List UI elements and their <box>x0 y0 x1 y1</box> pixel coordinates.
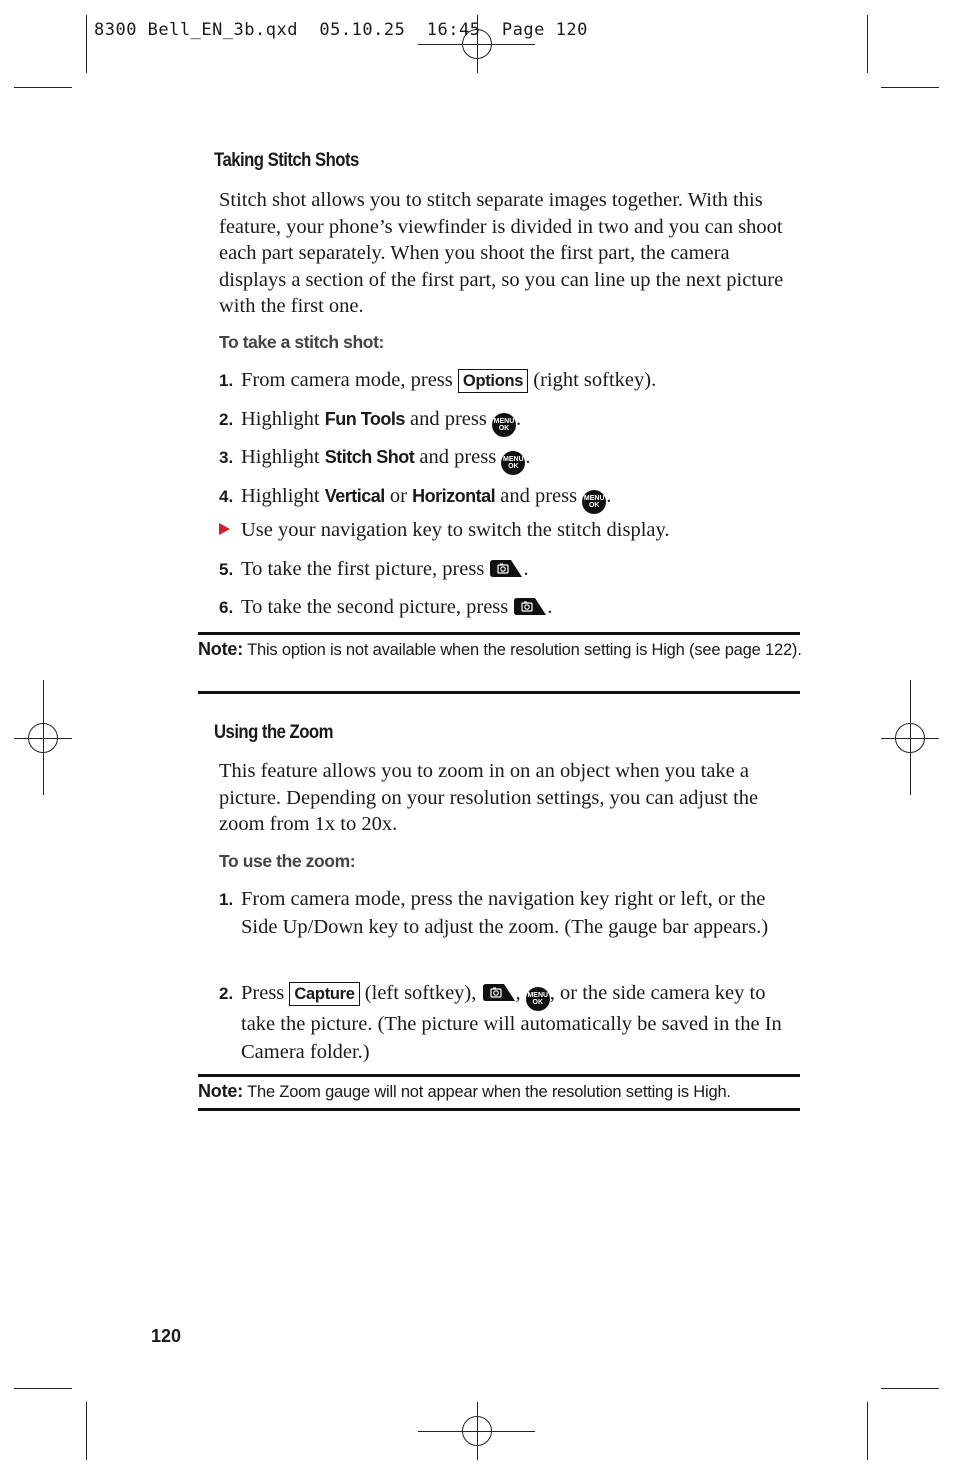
step-number: 2. <box>219 410 234 429</box>
camera-key-icon <box>482 983 516 1002</box>
stitch-step-1 <box>219 367 657 395</box>
step-text: (right softkey). <box>533 369 657 391</box>
step-number: 4. <box>219 487 234 506</box>
zoom-subheading: To use the zoom: <box>219 851 356 871</box>
step-text: (left softkey), <box>364 982 477 1004</box>
note-bottom-rule <box>198 691 800 694</box>
step-number: 2. <box>219 984 234 1003</box>
step-text: Press <box>241 982 285 1004</box>
menu-ok-key-icon: MENU OK <box>582 490 606 514</box>
note-label: Note: <box>198 1081 243 1101</box>
note-top-rule <box>198 632 800 635</box>
step-number: 3. <box>219 448 234 467</box>
note-bottom-rule <box>198 1108 800 1111</box>
camera-key-icon <box>513 597 547 616</box>
capture-softkey-label: Capture <box>289 982 359 1006</box>
step-text: Highlight <box>241 408 320 430</box>
step-text: Highlight <box>241 446 320 468</box>
registration-mark-icon <box>28 723 58 753</box>
camera-key-icon <box>489 559 523 578</box>
section-heading-zoom: Using the Zoom <box>214 722 333 743</box>
zoom-step-1 <box>219 886 791 941</box>
step-text: , or the side camera key to take the picture. (The picture will automatically be saved in the In Camera folder.) <box>241 982 782 1063</box>
stitch-step-4: 4. Highlight Vertical or Horizontal and press MENU OK . <box>241 483 611 514</box>
step-text: and press <box>500 485 578 507</box>
step-text: Use your navigation key to switch the stitch display. <box>241 519 670 541</box>
stitch-step-5: 5. To take the first picture, press . <box>241 556 529 584</box>
note-text: The Zoom gauge will not appear when the resolution setting is High. <box>247 1083 731 1101</box>
step-text: From camera mode, press <box>241 369 453 391</box>
step-number: 1. <box>219 890 234 909</box>
step-number: 5. <box>219 560 234 579</box>
stitch-step-6: 6. To take the second picture, press . <box>241 594 553 622</box>
registration-mark-icon <box>895 723 925 753</box>
step-number: 1. <box>219 371 234 390</box>
note-top-rule <box>198 1074 800 1077</box>
registration-mark-icon <box>462 1416 492 1446</box>
step-text: From camera mode, press the navigation key right or left, or the Side Up/Down key to adjust the zoom. (The gauge bar appears.) <box>241 888 769 938</box>
menu-ok-key-icon: MENU OK <box>492 413 516 437</box>
file-slug: 8300 Bell_EN_3b.qxd 05.10.25 16:45 Page 120 <box>94 20 588 40</box>
page-number: 120 <box>151 1326 182 1346</box>
menu-option-name: Fun Tools <box>324 409 405 429</box>
step-text: and press <box>410 408 487 430</box>
red-arrow-bullet-icon <box>219 523 230 535</box>
menu-ok-key-icon: MENU OK <box>501 451 525 475</box>
zoom-step-2: 2. Press Capture (left softkey), , MENU OK , or the side camera key to take the picture. (The picture will automatically be saved in the In Camera folder.) <box>219 982 782 1063</box>
note-text: This option is not available when the resolution setting is High (see page 122). <box>247 641 802 659</box>
stitch-step-2: 2. Highlight Fun Tools and press MENU OK . <box>241 406 521 437</box>
stitch-step-3: 3. Highlight Stitch Shot and press MENU OK . <box>241 444 530 475</box>
step-text: Highlight <box>241 485 320 507</box>
options-softkey-label: Options <box>458 369 528 393</box>
stitch-note <box>198 637 802 662</box>
stitch-subheading: To take a stitch shot: <box>219 332 384 352</box>
menu-option-name: Horizontal <box>412 486 496 506</box>
note-label: Note: <box>198 639 243 659</box>
step-text: To take the second picture, press <box>241 596 509 618</box>
step-number: 6. <box>219 598 234 617</box>
step-text: and press <box>419 446 497 468</box>
stitch-intro-paragraph: Stitch shot allows you to stitch separate images together. With this feature, your phone’s viewfinder is divided in two and you can shoot each part separately. When you shoot the first part, the camera displays a section of the first part, so you can line up the next picture with the first one. <box>219 189 784 317</box>
zoom-intro-paragraph: This feature allows you to zoom in on an object when you take a picture. Depending on your resolution settings, you can adjust the zoom from 1x to 20x. <box>219 760 759 835</box>
menu-ok-key-icon: MENU OK <box>526 987 550 1011</box>
menu-option-name: Stitch Shot <box>324 447 415 467</box>
stitch-tip-bullet <box>241 517 670 545</box>
zoom-note <box>198 1079 802 1104</box>
menu-option-name: Vertical <box>324 486 385 506</box>
section-heading-stitch: Taking Stitch Shots <box>214 150 359 171</box>
step-text: or <box>389 485 407 507</box>
step-text: To take the first picture, press <box>241 558 485 580</box>
